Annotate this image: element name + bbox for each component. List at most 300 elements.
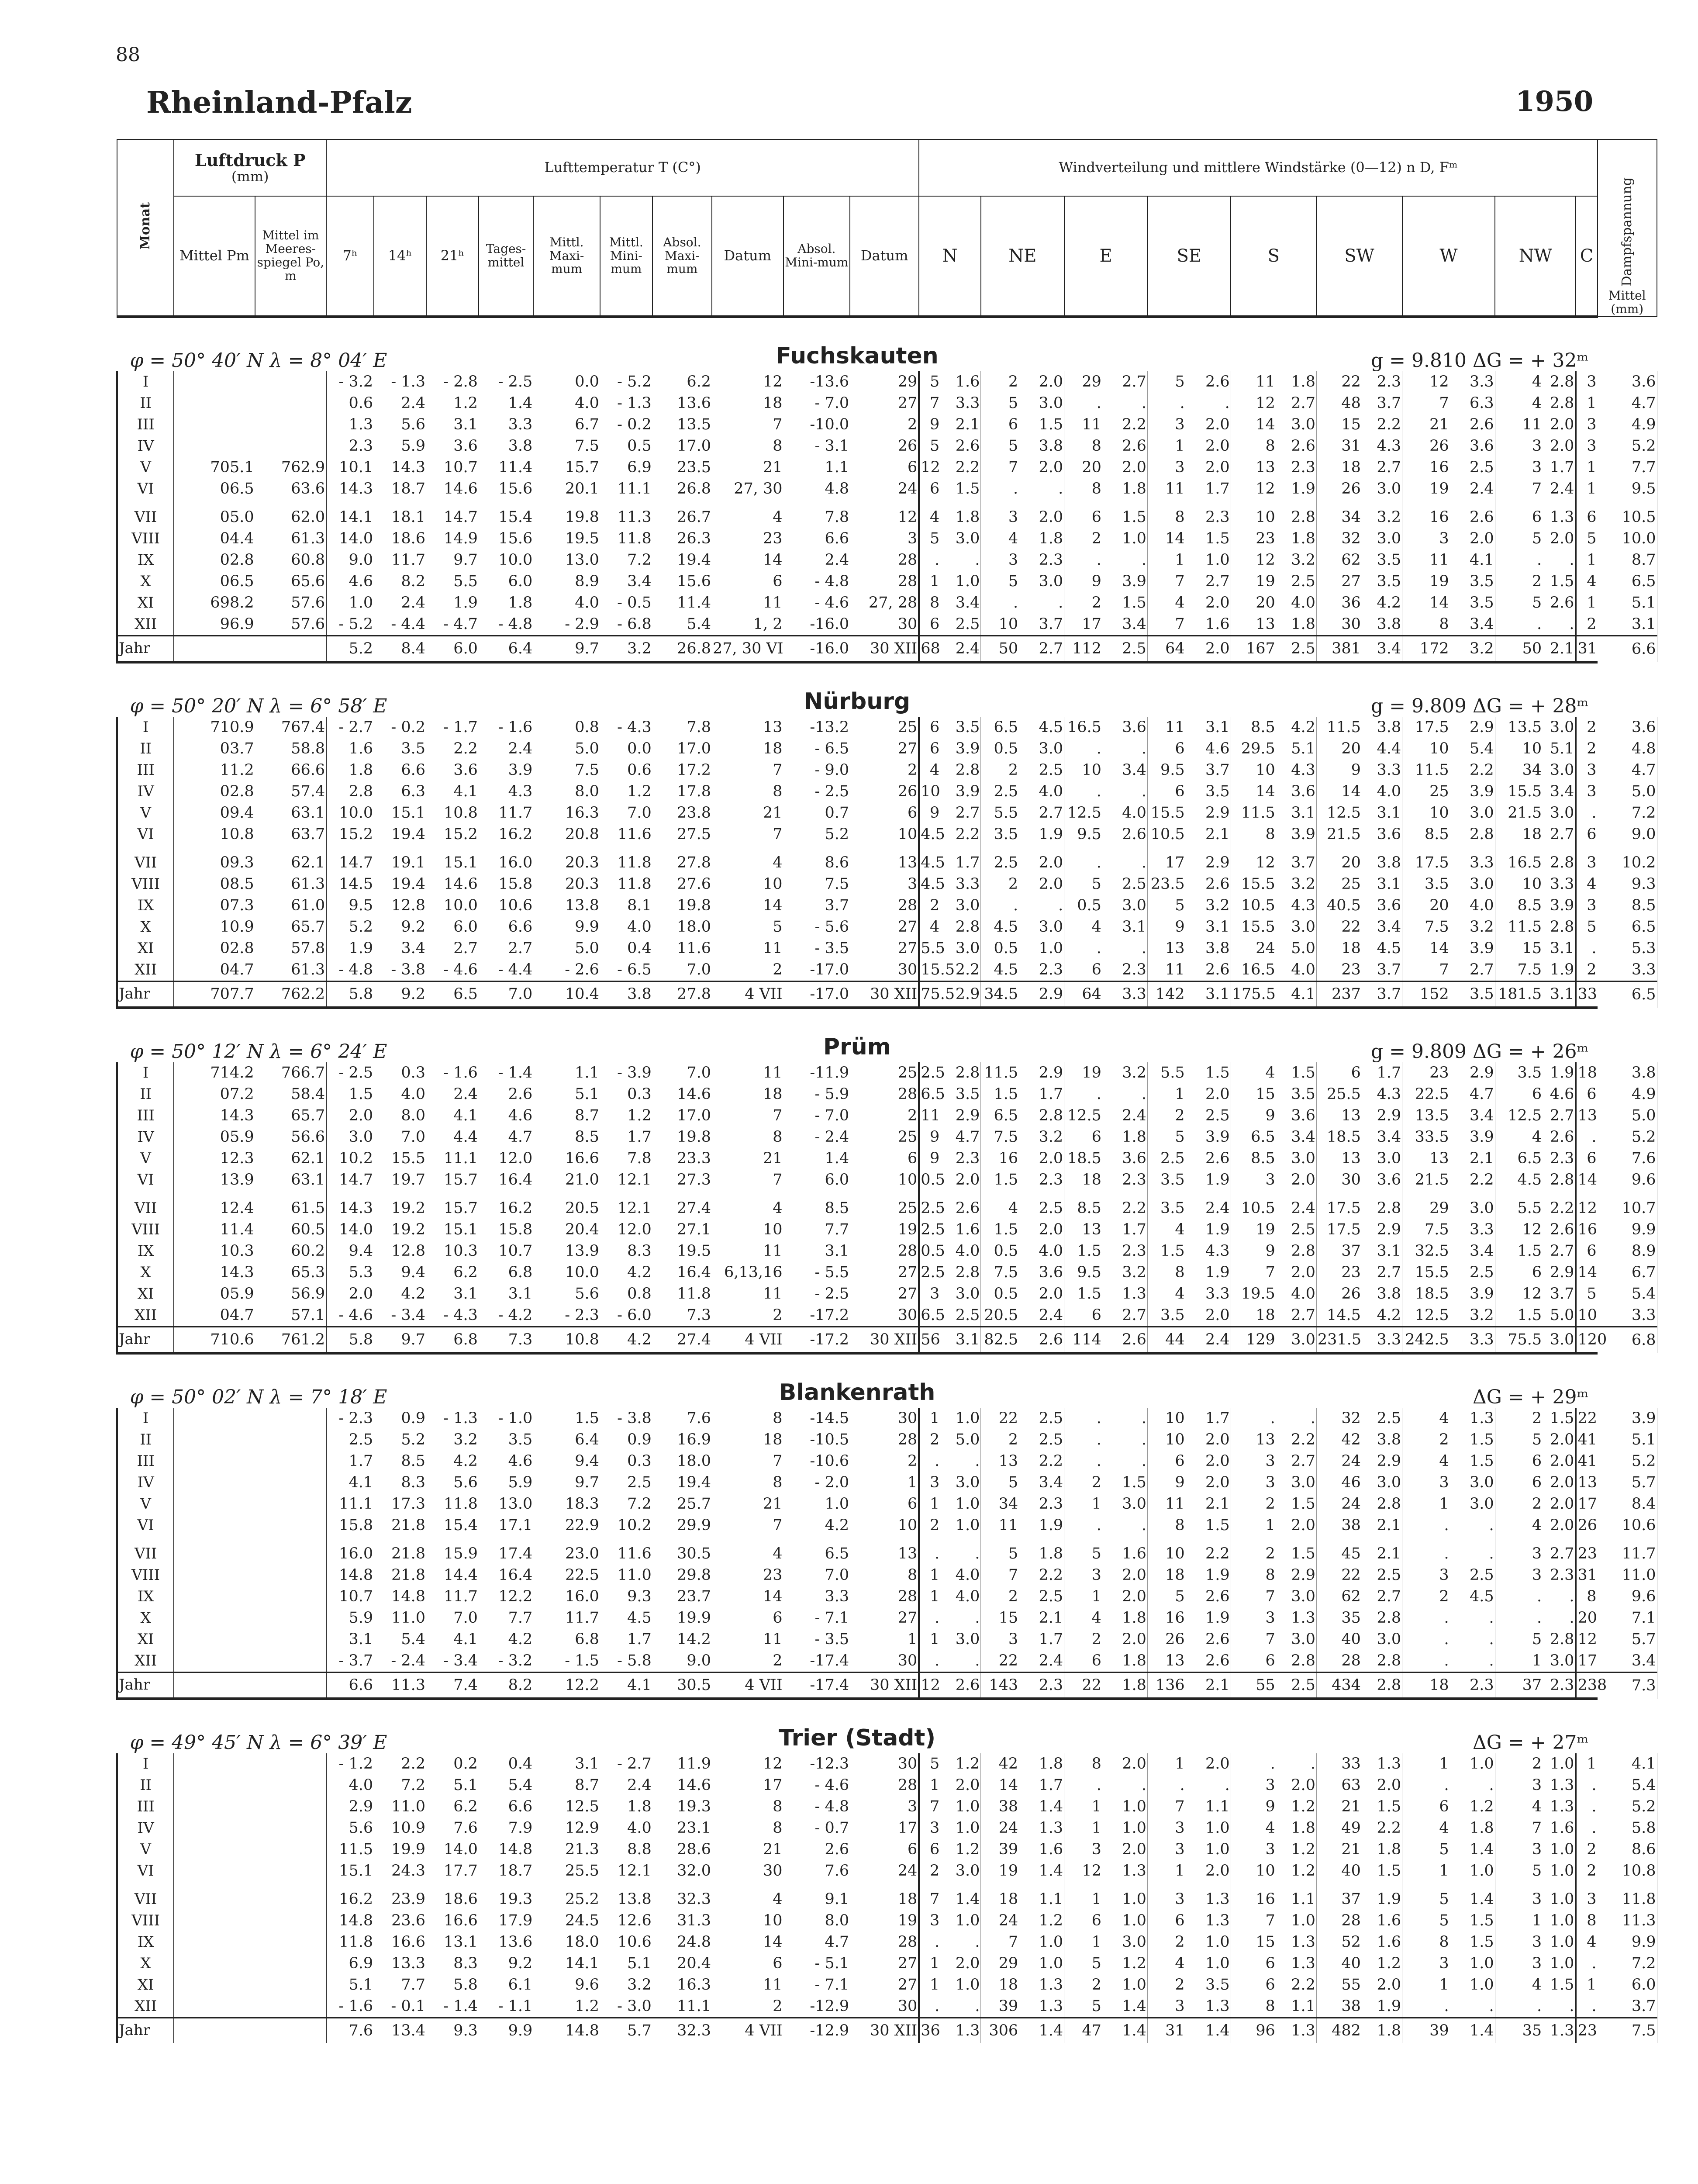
value-cell: 25	[1429, 783, 1449, 801]
value-cell: 1.8	[1102, 1673, 1148, 1699]
value-cell: -17.0	[810, 961, 849, 979]
value-cell: 2.5	[1450, 457, 1495, 478]
value-cell: 5.9	[349, 1609, 373, 1627]
value-cell: 2	[1008, 1588, 1018, 1606]
value-cell: 2	[1587, 719, 1597, 736]
value-cell: 6.5	[921, 1306, 945, 1324]
value-cell: 114	[1064, 1327, 1102, 1354]
value-cell: 8.4	[1598, 1493, 1657, 1515]
value-cell: 14.6	[443, 875, 478, 893]
value-cell: .	[1270, 1410, 1275, 1427]
station-coordinates: φ = 49° 45′ N λ = 6° 39′ E	[130, 1731, 387, 1754]
value-cell: 3.5	[1186, 1974, 1231, 1996]
value-cell: 2	[850, 1451, 919, 1472]
value-cell: 710.6	[174, 1327, 255, 1354]
value-cell: 10	[921, 783, 940, 801]
value-cell: 3	[850, 874, 919, 895]
value-cell: 13.8	[617, 1890, 652, 1908]
value-cell: 2.3	[1276, 457, 1317, 478]
value-cell: 6	[1175, 1912, 1185, 1930]
value-cell: 4.0	[575, 394, 599, 412]
value-cell: - 1.3	[391, 373, 426, 391]
value-cell: 13	[1082, 1221, 1101, 1239]
value-cell: 1	[1439, 1755, 1449, 1773]
value-cell: 1.3	[1543, 500, 1576, 528]
value-cell: 1.5	[994, 1221, 1018, 1239]
value-cell: 1.0	[1186, 1953, 1231, 1974]
value-cell: - 3.8	[617, 1410, 652, 1427]
value-cell: 20.1	[565, 480, 599, 498]
value-cell: .	[1013, 480, 1018, 498]
value-cell: 9	[930, 1150, 940, 1168]
value-cell: 2	[1008, 875, 1018, 893]
value-cell: - 4.4	[391, 615, 426, 633]
value-cell: 1.0	[1543, 1860, 1576, 1882]
value-cell: 32	[1341, 530, 1361, 548]
value-cell: 25.5	[565, 1862, 599, 1880]
value-cell: - 3.2	[338, 373, 373, 391]
value-cell: 4.0	[1362, 781, 1402, 802]
value-cell: 4	[930, 761, 940, 779]
value-cell: 14.6	[443, 480, 478, 498]
value-cell: 30	[850, 1650, 919, 1673]
value-cell: -10.0	[810, 416, 849, 434]
value-cell: 19	[1256, 573, 1275, 591]
value-cell: 2.8	[1543, 916, 1576, 938]
value-cell: 2.6	[1102, 1327, 1148, 1354]
month-cell: X	[117, 1607, 174, 1629]
value-cell: 9.4	[401, 1264, 426, 1282]
value-cell: 29.8	[677, 1566, 711, 1584]
value-cell: 4.1	[453, 1631, 478, 1648]
value-cell: 13	[1577, 1107, 1597, 1125]
value-cell: 1.5	[1450, 1451, 1495, 1472]
value-cell: 14	[763, 1933, 783, 1951]
value-cell: 9.2	[508, 1955, 533, 1973]
value-cell: 9	[930, 416, 940, 434]
value-cell: 762.9	[255, 457, 327, 478]
value-cell: 5	[1175, 897, 1185, 915]
value-cell: - 7.1	[814, 1976, 849, 1994]
value-cell: 1.0	[940, 1515, 981, 1536]
value-cell: 4.5	[921, 854, 945, 872]
value-cell: 4.6	[1186, 738, 1231, 760]
value-cell: 11.8	[1598, 1882, 1657, 1910]
value-cell: - 1.6	[498, 719, 533, 736]
value-cell: 1.3	[1019, 1974, 1064, 1996]
value-cell: 3.6	[1276, 1105, 1317, 1127]
value-cell: 8.3	[453, 1955, 478, 1973]
value-cell: 9.7	[453, 551, 478, 569]
value-cell: 2.3	[349, 437, 373, 455]
value-cell: 4	[1439, 1819, 1449, 1837]
table-row-year	[117, 2018, 1657, 2043]
col-tagesmittel: Tages-mittel	[479, 196, 533, 317]
value-cell: 9.6	[1598, 1169, 1657, 1191]
value-cell: 1.0	[940, 1796, 981, 1818]
value-cell: 2.0	[1543, 1472, 1576, 1493]
value-cell: 14.5	[1327, 1306, 1361, 1324]
value-cell: 3.8	[1362, 845, 1402, 874]
value-cell: .	[1096, 1410, 1101, 1427]
value-cell: 25	[850, 717, 919, 738]
value-cell: 9.9	[1598, 1219, 1657, 1241]
value-cell: 63	[1341, 1776, 1361, 1794]
value-cell: 4.5	[921, 875, 945, 893]
value-cell: 8	[1265, 437, 1275, 455]
station-name: Trier (Stadt)	[778, 1724, 936, 1751]
value-cell: 60.2	[255, 1241, 327, 1262]
value-cell: 4.0	[575, 594, 599, 612]
month-cell: VI	[117, 1169, 174, 1191]
value-cell: 3.7	[1362, 981, 1402, 1008]
value-cell: 12.6	[617, 1912, 652, 1930]
value-cell: 10	[1256, 508, 1275, 526]
value-cell: 6.6	[508, 918, 533, 936]
value-cell: 2.0	[940, 1953, 981, 1974]
value-cell: 3.4	[1362, 636, 1402, 663]
value-cell: 21.5	[1508, 804, 1542, 822]
value-cell: 2.8	[940, 1062, 981, 1084]
value-cell: 2.4	[508, 740, 533, 758]
value-cell: 10	[1165, 1431, 1185, 1449]
col-datum-max: Datum	[712, 196, 783, 317]
month-cell: II	[117, 1775, 174, 1796]
value-cell: 8	[1175, 1264, 1185, 1282]
value-cell	[174, 371, 255, 393]
value-cell: .	[1019, 895, 1064, 916]
value-cell: - 7.0	[814, 1107, 849, 1125]
value-cell: -17.0	[783, 981, 850, 1008]
value-cell: 3	[1439, 1955, 1449, 1973]
value-cell: -10.6	[810, 1452, 849, 1470]
value-cell: 2.9	[1019, 981, 1064, 1008]
value-cell: -11.9	[810, 1064, 849, 1082]
value-cell: 14	[1256, 783, 1275, 801]
value-cell: 13.0	[565, 551, 599, 569]
value-cell: 3	[1532, 1841, 1542, 1859]
value-cell: - 4.6	[814, 1776, 849, 1794]
value-cell: 1.4	[1450, 1839, 1495, 1860]
value-cell: 22	[1577, 1410, 1597, 1427]
value-cell: 15.5	[391, 1150, 426, 1168]
value-cell: 14.6	[677, 1085, 711, 1103]
value-cell: 26	[850, 435, 919, 457]
value-cell: 34	[1341, 508, 1361, 526]
value-cell: 11	[1165, 961, 1185, 979]
value-cell: 11	[763, 1631, 783, 1648]
station-name: Blankenrath	[779, 1379, 935, 1406]
value-cell: 5.4	[1598, 1775, 1657, 1796]
value-cell: 1.0	[1450, 1753, 1495, 1775]
value-cell: 29	[1429, 1199, 1449, 1217]
value-cell: 17.8	[677, 783, 711, 801]
value-cell: 10.5	[1241, 897, 1275, 915]
value-cell: 2.8	[1276, 500, 1317, 528]
value-cell: 8.5	[1251, 1150, 1275, 1168]
value-cell: 2.7	[1543, 1105, 1576, 1127]
value-cell: 2.4	[1186, 1327, 1231, 1354]
value-cell: 41	[1577, 1452, 1597, 1470]
value-cell: 20.3	[565, 854, 599, 872]
value-cell: 8	[1091, 1755, 1101, 1773]
value-cell: 3.5	[1160, 1199, 1185, 1217]
value-cell: 36	[1341, 594, 1361, 612]
value-cell: 11.1	[617, 480, 652, 498]
value-cell: 9.3	[627, 1588, 652, 1606]
value-cell: 5	[930, 437, 940, 455]
value-cell: 8.6	[825, 854, 849, 872]
table-row	[117, 1586, 1657, 1607]
value-cell: 55	[1231, 1673, 1276, 1699]
value-cell: -12.3	[810, 1755, 849, 1773]
value-cell: 1	[850, 1472, 919, 1493]
value-cell: 3.2	[1019, 1127, 1064, 1148]
value-cell: 4	[1175, 1955, 1185, 1973]
value-cell: 7	[930, 1890, 940, 1908]
value-cell: 2.0	[1186, 1084, 1231, 1105]
value-cell: 3.9	[508, 761, 533, 779]
value-cell: 3.4	[1362, 916, 1402, 938]
value-cell: 29.9	[677, 1517, 711, 1534]
value-cell: 19	[998, 1862, 1018, 1880]
value-cell: 16.6	[443, 1912, 478, 1930]
value-cell: 2.0	[1019, 845, 1064, 874]
value-cell: 3.7	[1019, 614, 1064, 636]
col-wind-sw: SW	[1316, 196, 1402, 317]
value-cell: - 1.5	[565, 1652, 599, 1670]
value-cell: 12.4	[220, 1199, 254, 1217]
value-cell: 3.6	[1450, 435, 1495, 457]
value-cell: 1.5	[1362, 1860, 1402, 1882]
value-cell: 1.1	[1276, 1996, 1317, 2018]
value-cell	[255, 435, 327, 457]
value-cell: 5	[773, 918, 783, 936]
value-cell: 9	[930, 804, 940, 822]
value-cell: 13.6	[498, 1933, 533, 1951]
value-cell: 7.5	[575, 761, 599, 779]
value-cell: 28	[1341, 1652, 1361, 1670]
station-header	[117, 317, 1657, 371]
value-cell: 19.3	[677, 1798, 711, 1816]
value-cell: 3.0	[940, 1283, 981, 1305]
value-cell	[174, 1996, 255, 2018]
value-cell: 25	[850, 1127, 919, 1148]
value-cell: 14.8	[391, 1588, 426, 1606]
table-row	[117, 1262, 1657, 1283]
value-cell: 3.5	[1517, 1064, 1542, 1082]
value-cell: 2.5	[627, 1474, 652, 1492]
value-cell: 1.0	[1186, 549, 1231, 571]
value-cell: 2.3	[1543, 1148, 1576, 1169]
value-cell: 9	[1351, 761, 1361, 779]
value-cell: .	[1096, 854, 1101, 872]
value-cell: - 2.5	[498, 373, 533, 391]
value-cell: 8.3	[627, 1242, 652, 1260]
value-cell: 6	[930, 1841, 940, 1859]
value-cell: 19.8	[565, 508, 599, 526]
value-cell: 1.9	[1186, 1607, 1231, 1629]
value-cell: 6.9	[349, 1955, 373, 1973]
value-cell: 21.0	[565, 1171, 599, 1189]
value-cell: .	[935, 551, 940, 569]
value-cell: 16	[998, 1150, 1018, 1168]
month-cell: V	[117, 802, 174, 824]
value-cell: 1	[1175, 551, 1185, 569]
value-cell: 9.6	[575, 1976, 599, 1994]
value-cell: .	[1444, 1776, 1449, 1794]
value-cell: 2.5	[1450, 1565, 1495, 1586]
value-cell: 26.8	[677, 480, 711, 498]
value-cell: 3	[1532, 1545, 1542, 1563]
value-cell: 14.0	[339, 1221, 373, 1239]
station-constants: g = 9.809 ΔG = + 28ᵐ	[1370, 695, 1589, 717]
value-cell: 3.0	[349, 1128, 373, 1146]
value-cell: 8	[1175, 508, 1185, 526]
value-cell: 5.0	[1598, 1105, 1657, 1127]
value-cell: 23.0	[565, 1545, 599, 1563]
value-cell: .	[1537, 1997, 1542, 2015]
table-row	[117, 895, 1657, 916]
value-cell: .	[1102, 938, 1148, 959]
value-cell: 34	[998, 1495, 1018, 1513]
value-cell: 4	[1008, 530, 1018, 548]
value-cell: 1.0	[1543, 1953, 1576, 1974]
value-cell: 1.9	[1186, 1565, 1231, 1586]
value-cell: 3.1	[1186, 981, 1231, 1008]
value-cell: 4.7	[1450, 1084, 1495, 1105]
value-cell	[255, 1818, 327, 1839]
value-cell: 3.5	[1450, 592, 1495, 614]
value-cell: - 1.7	[443, 719, 478, 736]
value-cell: 0.0	[575, 373, 599, 391]
value-cell: .	[1537, 1588, 1542, 1606]
value-cell: -17.2	[810, 1306, 849, 1324]
value-cell: 3	[930, 1912, 940, 1930]
value-cell: 3	[1532, 459, 1542, 477]
value-cell: 11.8	[677, 1285, 711, 1303]
value-cell: 3.0	[1019, 916, 1064, 938]
value-cell: - 2.5	[814, 783, 849, 801]
value-cell: 2.5	[1186, 1105, 1231, 1127]
value-cell: 13	[850, 1536, 919, 1565]
value-cell: 4	[773, 854, 783, 872]
value-cell: 11.8	[443, 1495, 478, 1513]
value-cell: - 5.6	[814, 918, 849, 936]
value-cell: - 2.8	[443, 373, 478, 391]
value-cell: 5.6	[349, 1819, 373, 1837]
value-cell: 3.4	[401, 940, 426, 957]
value-cell: 2.8	[1362, 1650, 1402, 1673]
value-cell: 14.1	[565, 1955, 599, 1973]
value-cell: 0.6	[349, 394, 373, 412]
value-cell: 33.5	[1415, 1128, 1449, 1146]
value-cell: 1.5	[1160, 1242, 1185, 1260]
month-cell: XII	[117, 1996, 174, 2018]
value-cell: 21.8	[391, 1566, 426, 1584]
value-cell: 9.4	[575, 1452, 599, 1470]
value-cell: 3.0	[1543, 760, 1576, 781]
value-cell: 16.0	[498, 854, 533, 872]
value-cell	[174, 1953, 255, 1974]
value-cell: 61.3	[255, 959, 327, 981]
value-cell: 12.2	[533, 1673, 600, 1699]
value-cell: 8.9	[575, 573, 599, 591]
value-cell: 1.5	[1543, 571, 1576, 592]
value-cell: 2.5	[1160, 1150, 1185, 1168]
value-cell: - 1.2	[338, 1755, 373, 1773]
value-cell: 4.6	[349, 573, 373, 591]
value-cell: 3.5	[1186, 781, 1231, 802]
value-cell: 6	[1265, 1976, 1275, 1994]
value-cell: 6.4	[575, 1431, 599, 1449]
value-cell: 20	[1256, 594, 1275, 612]
value-cell: 56	[919, 1327, 940, 1354]
value-cell: 4	[773, 1890, 783, 1908]
value-cell: 13	[1256, 615, 1275, 633]
value-cell	[255, 2018, 327, 2043]
station-name: Prüm	[823, 1033, 891, 1060]
value-cell: 11.3	[374, 1673, 426, 1699]
value-cell: 18.7	[498, 1862, 533, 1880]
value-cell: 2.2	[1543, 1191, 1576, 1219]
value-cell: 2.0	[1543, 1451, 1576, 1472]
value-cell: 3.0	[1276, 1472, 1317, 1493]
value-cell: 1	[1532, 1912, 1542, 1930]
value-cell: - 2.4	[391, 1652, 426, 1670]
value-cell: 3	[930, 1474, 940, 1492]
value-cell: 2.7	[1276, 1451, 1317, 1472]
value-cell: 3.2	[1276, 549, 1317, 571]
value-cell: 24	[850, 478, 919, 500]
value-cell: 23	[1577, 1545, 1597, 1563]
value-cell: 3.7	[1598, 1996, 1657, 2018]
value-cell: 1.7	[1362, 1062, 1402, 1084]
value-cell: 7.8	[687, 719, 711, 736]
value-cell: 1	[1587, 394, 1597, 412]
value-cell: 36	[919, 2018, 940, 2043]
value-cell: 766.7	[255, 1062, 327, 1084]
value-cell: 10.7	[339, 1588, 373, 1606]
value-cell: 1.2	[1102, 1953, 1148, 1974]
value-cell: 2.2	[401, 1755, 426, 1773]
value-cell: 3.2	[600, 636, 652, 663]
value-cell: 2.3	[1102, 959, 1148, 981]
value-cell: 4.3	[1362, 435, 1402, 457]
value-cell: 3	[1439, 1566, 1449, 1584]
value-cell: 14	[998, 1776, 1018, 1794]
value-cell: 1.4	[1450, 1882, 1495, 1910]
value-cell	[174, 1472, 255, 1493]
value-cell: 17.4	[498, 1545, 533, 1563]
value-cell: 25.7	[677, 1495, 711, 1513]
month-cell: X	[117, 1953, 174, 1974]
value-cell: 0.5	[921, 1171, 945, 1189]
value-cell: 3.4	[1543, 781, 1576, 802]
value-cell: 11.3	[617, 508, 652, 526]
value-cell: 4	[773, 1545, 783, 1563]
col-datum-min: Datum	[850, 196, 919, 317]
month-cell: VI	[117, 824, 174, 845]
value-cell: .	[1096, 940, 1101, 957]
value-cell: 4.0	[1450, 895, 1495, 916]
value-cell: 4.1	[1450, 549, 1495, 571]
value-cell: 7.5	[994, 1128, 1018, 1146]
value-cell: 8	[773, 1128, 783, 1146]
value-cell: 707.7	[174, 981, 255, 1008]
value-cell: 1.9	[1362, 1996, 1402, 2018]
value-cell: .	[1444, 1609, 1449, 1627]
